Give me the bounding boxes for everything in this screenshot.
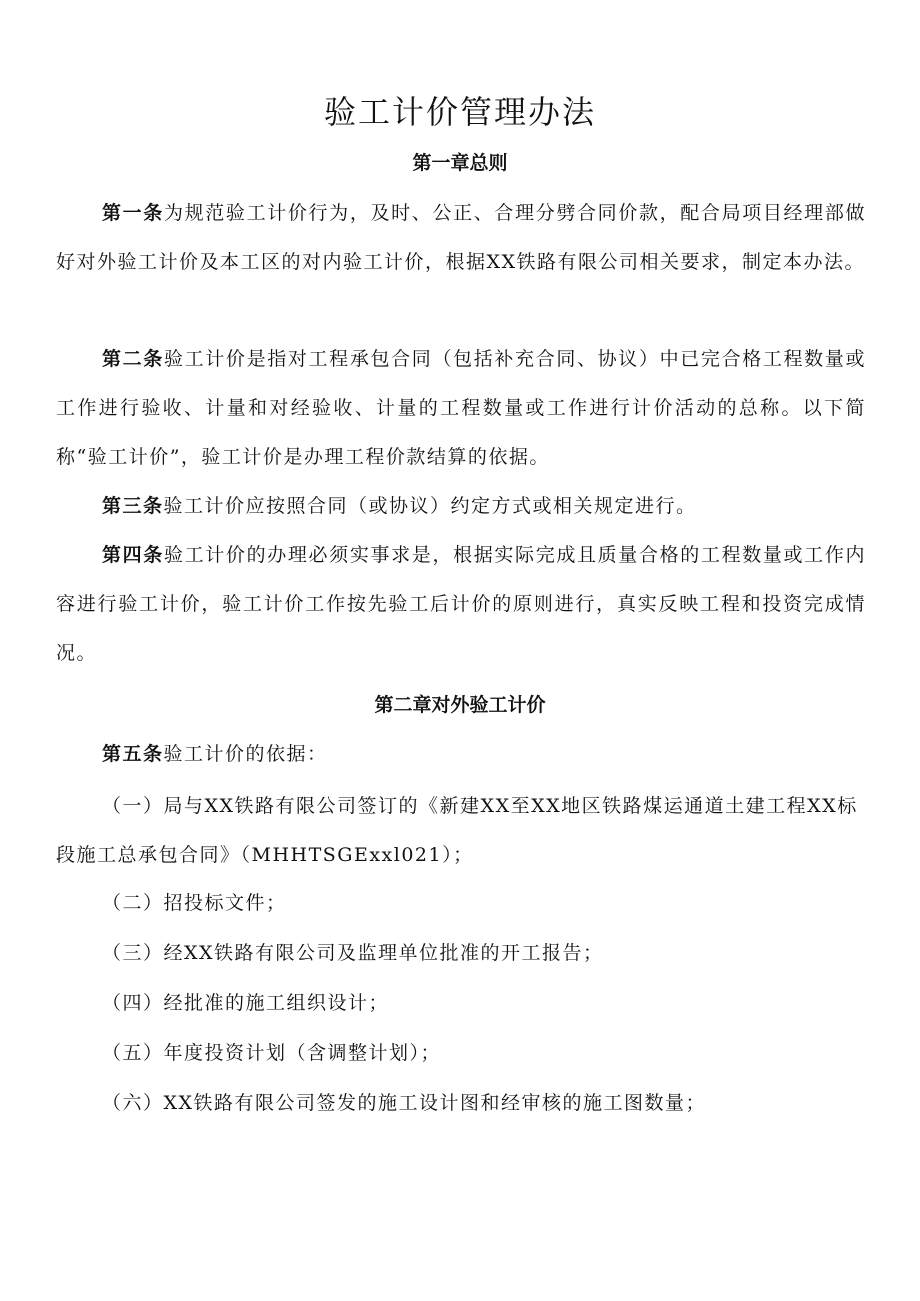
article-paragraph <box>56 189 866 287</box>
list-item: （四）经批准的施工组织设计； <box>102 992 390 1014</box>
document-title: 验工计价管理办法 <box>323 93 596 131</box>
list-item: （六）XX铁路有限公司签发的施工设计图和经审核的施工图数量； <box>102 1092 707 1114</box>
article-label: 第一条 <box>102 202 164 224</box>
list-item: （一）局与XX铁路有限公司签订的《新建XX至XX地区铁路煤运通道土建工程XX标段施工总承包合同》（MHHTSGExxl021）； <box>56 795 858 866</box>
article-text: 为规范验工计价行为，及时、公正、合理分劈合同价款，配合局项目经理部做好对外验工计价及本工区的对内验工计价，根据XX铁路有限公司相关要求，制定本办法。 <box>56 202 866 273</box>
article-text: 验工计价的办理必须实事求是，根据实际完成且质量合格的工程数量或工作内容进行验工计价，验工计价工作按先验工后计价的原则进行，真实反映工程和投资完成情况。 <box>56 544 866 664</box>
article-text: 验工计价是指对工程承包合同（包括补充合同、协议）中已完合格工程数量或工作进行验收、计量和对经验收、计量的工程数量或工作进行计价活动的总称。以下简称“验工计价”，验工计价是办理工程价款结算的依据。 <box>56 348 866 468</box>
article-paragraph <box>56 531 866 678</box>
article-label: 第五条 <box>102 743 164 765</box>
article-label: 第二条 <box>102 348 164 370</box>
chapter-heading: 第二章对外验工计价 <box>374 694 546 716</box>
article-text: 验工计价应按照合同（或协议）约定方式或相关规定进行。 <box>163 495 697 517</box>
article-label: 第三条 <box>102 495 164 517</box>
article-paragraph <box>56 482 866 531</box>
article-paragraph <box>56 335 866 482</box>
list-item: （五）年度投资计划（含调整计划）； <box>102 1042 442 1064</box>
list-item: （二）招投标文件； <box>102 892 287 914</box>
chapter-heading: 第一章总则 <box>412 152 508 174</box>
article-text: 验工计价的依据： <box>163 743 328 765</box>
list-item: （三）经XX铁路有限公司及监理单位批准的开工报告； <box>102 942 604 964</box>
article-label: 第四条 <box>102 544 164 566</box>
article-paragraph <box>56 730 866 779</box>
